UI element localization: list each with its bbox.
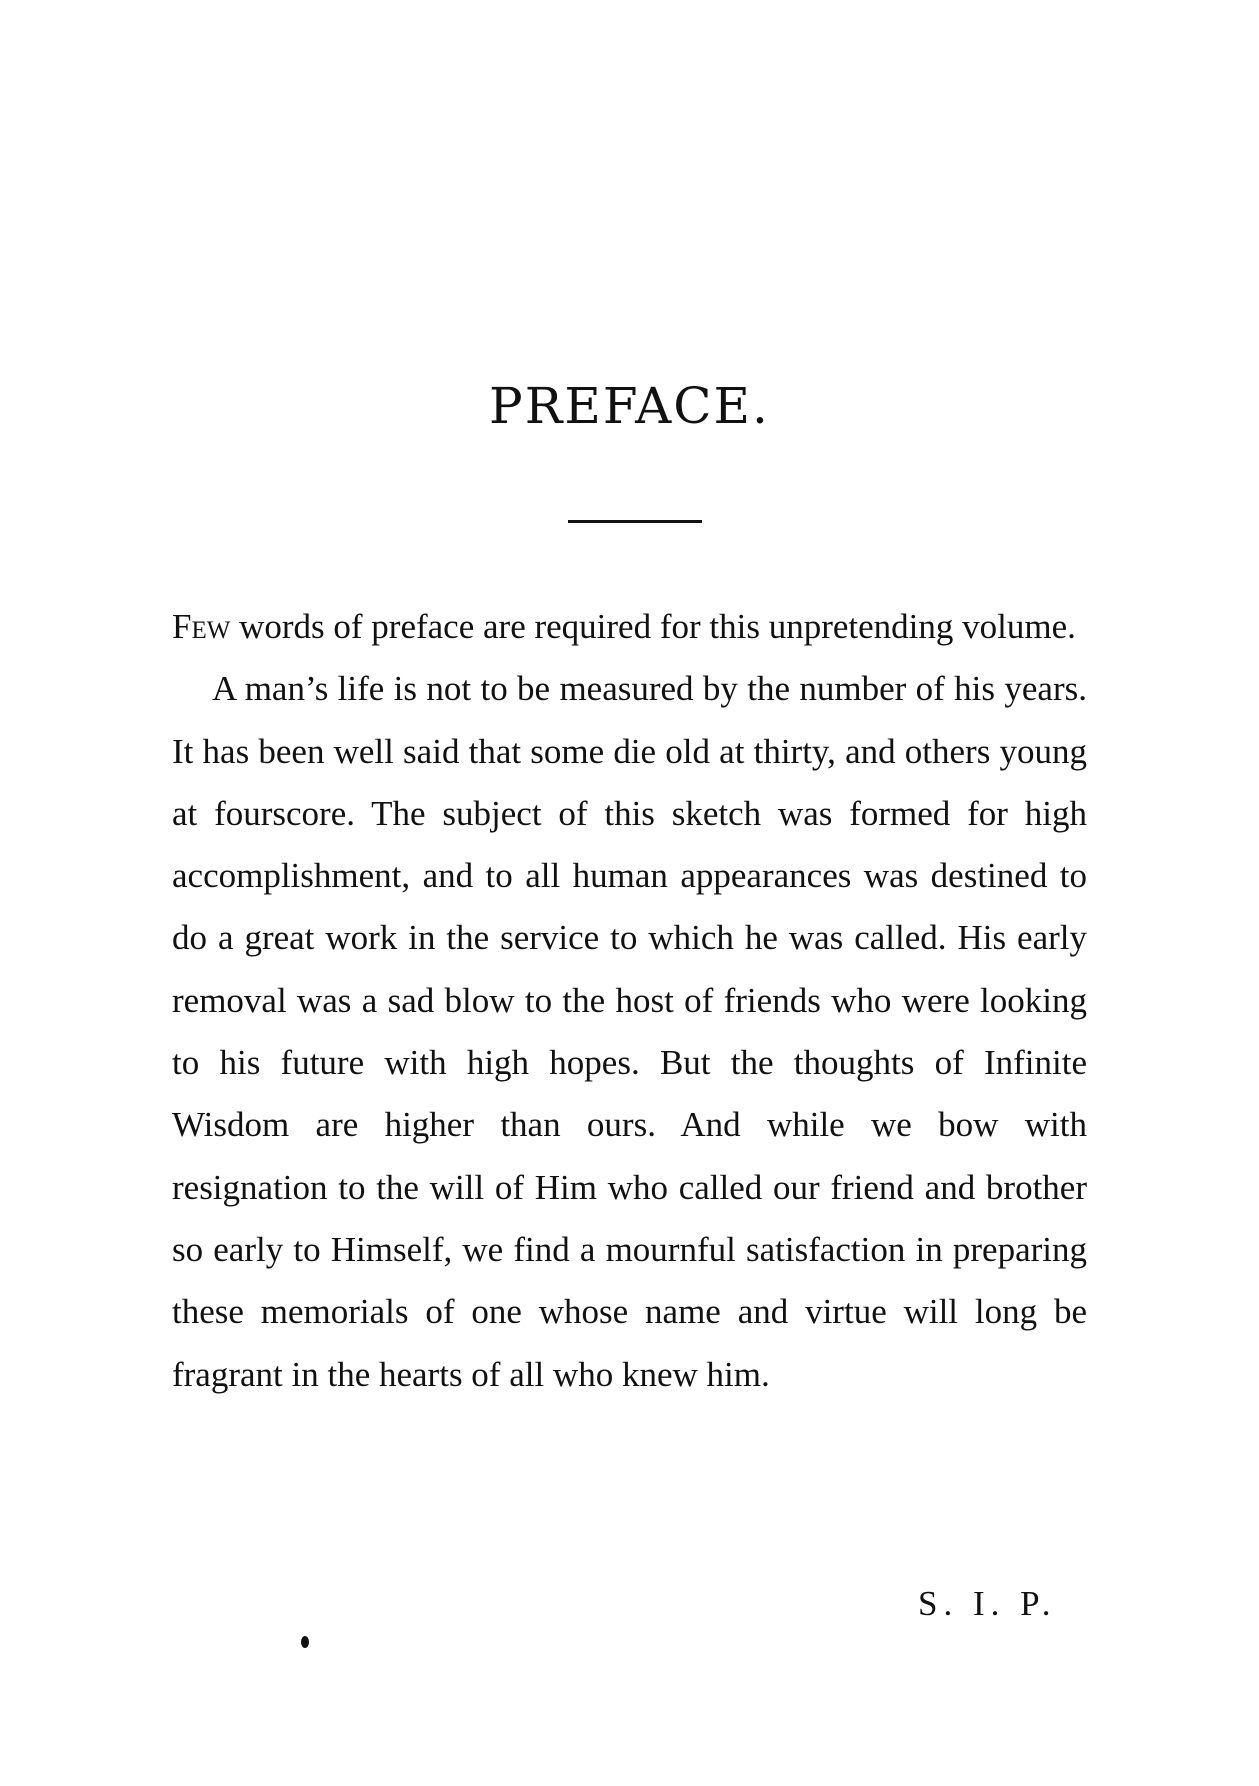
- paragraph-main: A man’s life is not to be measured by the number of his years. It has been well said that some die old at thirty, and others young at fourscore. The subject of this sketch was formed for high accomplishment, and to all human appearances was destined to do a great work in the service to which he was called. His early removal was a sad blow to the host of friends who were looking to his future with high hopes. But the thoughts of Infinite Wisdom are higher than ours. And while we bow with resignation to the will of Him who called our friend and brother so early to Himself, we find a mournful satisfaction in preparing these memorials of one whose name and virtue will long be fragrant in the hearts of all who knew him.: [172, 669, 1087, 1394]
- page-title: PREFACE.: [489, 377, 770, 435]
- preface-body: [172, 596, 1087, 1406]
- title-rule: [568, 520, 702, 523]
- ink-speck: [301, 1636, 309, 1648]
- paragraph-intro-lead: Few: [172, 607, 231, 646]
- author-initials: S. I. P.: [918, 1584, 1057, 1623]
- paragraph-intro: [172, 596, 1087, 658]
- paragraph-intro-text: words of preface are required for this unpretending volume.: [230, 607, 1076, 646]
